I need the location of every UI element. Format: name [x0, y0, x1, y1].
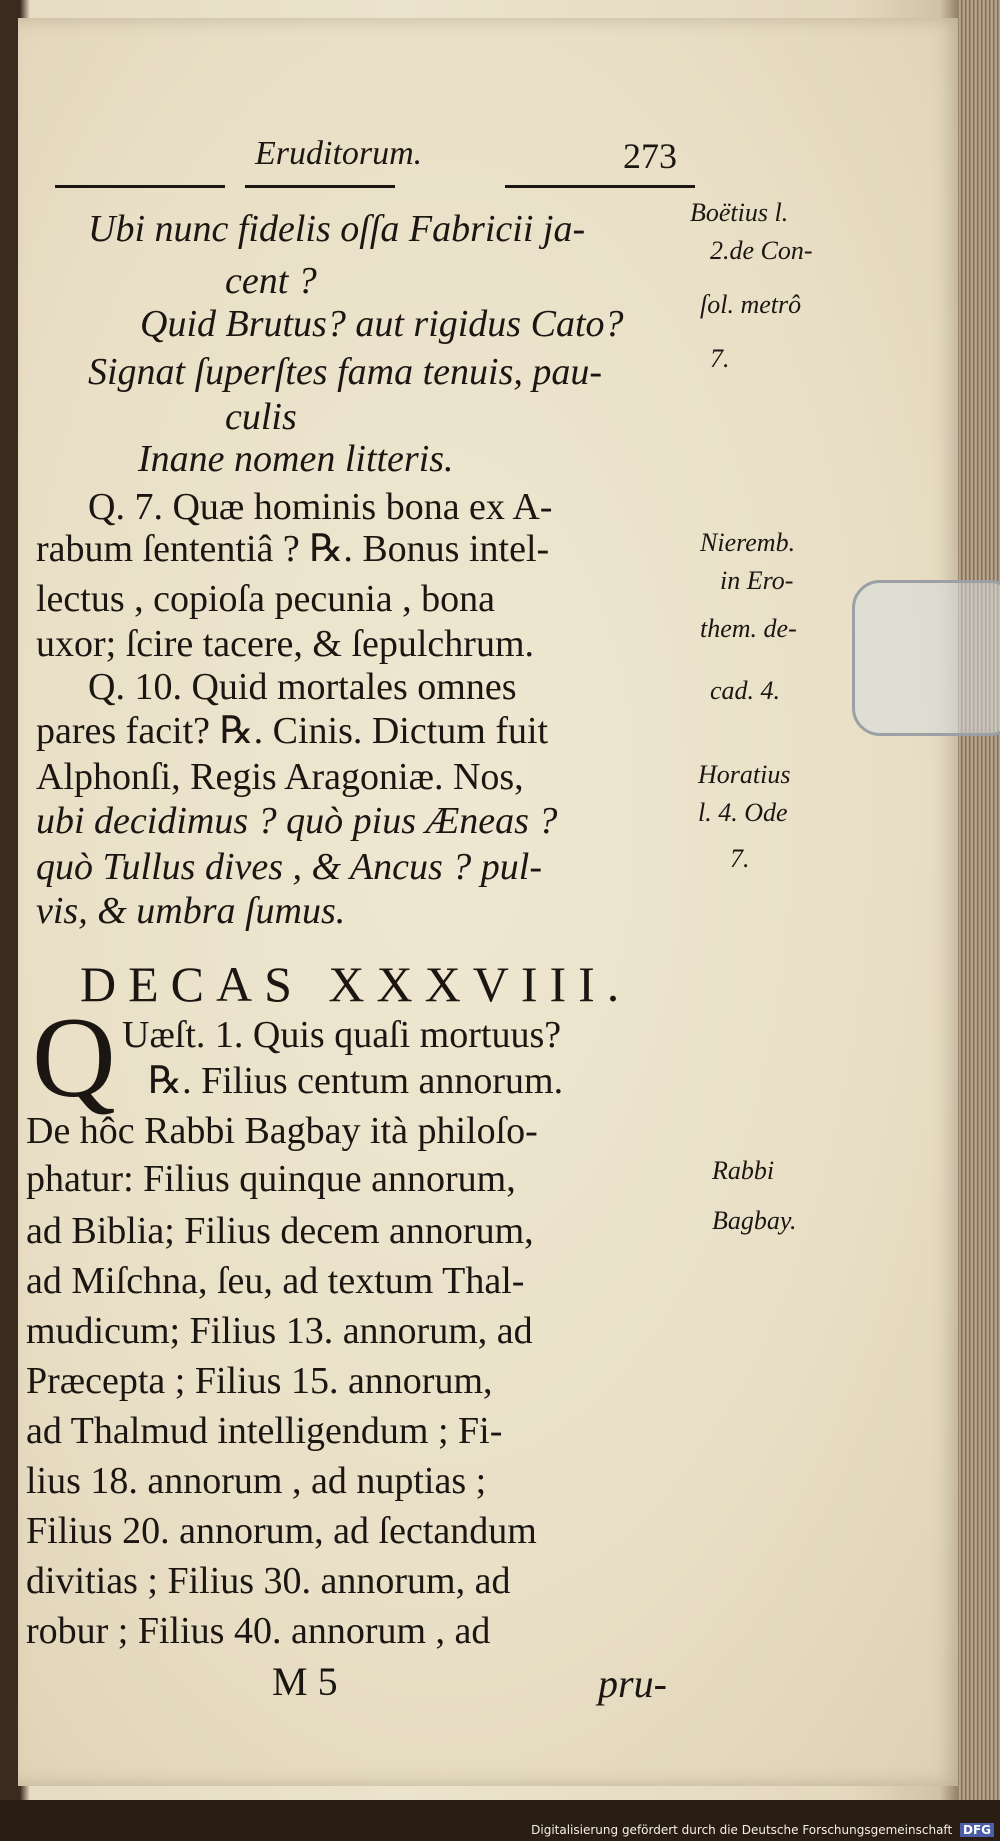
text-line: ad Miſchna, ſeu, ad textum Thal- — [26, 1260, 525, 1302]
margin-note: Horatius — [698, 760, 791, 789]
text-line: Q. 10. Quid mortales omnes — [88, 666, 517, 708]
text-line: Præcepta ; Filius 15. annorum, — [26, 1360, 493, 1402]
text-line: cent ? — [225, 260, 317, 302]
digitization-credit — [531, 1823, 994, 1837]
text-line: Uæſt. 1. Quis quaſi mortuus? — [122, 1014, 562, 1056]
text-line: ad Thalmud intelligendum ; Fi- — [26, 1410, 503, 1452]
text-line: Alphonſi, Regis Aragoniæ. Nos, — [36, 756, 524, 798]
margin-note: Boëtius l. — [690, 198, 789, 227]
margin-note: ſol. metrô — [700, 290, 802, 319]
text-line: Signat ſuperſtes fama tenuis, pau- — [88, 351, 603, 393]
margin-note: cad. 4. — [710, 676, 781, 705]
text-line: divitias ; Filius 30. annorum, ad — [26, 1560, 511, 1602]
text-line: lectus , copioſa pecunia , bona — [36, 578, 496, 620]
text-line: mudicum; Filius 13. annorum, ad — [26, 1310, 533, 1352]
margin-note: l. 4. Ode — [698, 798, 788, 827]
text-line: phatur: Filius quinque annorum, — [26, 1158, 516, 1200]
text-line: ubi decidimus ? quò pius Æneas ? — [36, 800, 558, 842]
text-line: quò Tullus dives , & Ancus ? pul- — [36, 846, 542, 888]
margin-note: them. de- — [700, 614, 797, 643]
dfg-logo: DFG — [960, 1823, 994, 1837]
text-line: uxor; ſcire tacere, & ſepulchrum. — [36, 623, 535, 665]
margin-note: Rabbi — [712, 1156, 775, 1185]
running-title: Eruditorum. — [255, 135, 423, 172]
text-line: lius 18. annorum , ad nuptias ; — [26, 1460, 487, 1502]
text-line: pares facit? ℞. Cinis. Dictum fuit — [36, 710, 549, 752]
text-line: De hôc Rabbi Bagbay ità philoſo- — [26, 1110, 538, 1152]
text-line: rabum ſententiâ ? ℞. Bonus intel- — [36, 528, 550, 570]
text-line: ad Biblia; Filius decem annorum, — [26, 1210, 534, 1252]
text-line: Ubi nunc fidelis oſſa Fabricii ja- — [88, 208, 586, 250]
margin-note: in Ero- — [720, 566, 794, 595]
credit-text: Digitalisierung gefördert durch die Deutsche Forschungsgemeinschaft — [531, 1823, 953, 1837]
text-line: ℞. Filius centum annorum. — [148, 1060, 564, 1102]
margin-note: 2.de Con- — [710, 236, 813, 265]
drop-cap: Q — [32, 994, 116, 1122]
text-line: Q. 7. Quæ hominis bona ex A- — [88, 486, 553, 528]
text-line: Quid Brutus? aut rigidus Cato? — [140, 303, 624, 345]
catchword: pru- — [598, 1661, 667, 1706]
section-heading: DECAS XXXVIII. — [80, 956, 632, 1012]
text-line: vis, & umbra ſumus. — [36, 890, 346, 932]
margin-note: 7. — [710, 344, 730, 373]
text-line: Inane nomen litteris. — [138, 438, 454, 480]
text-line: culis — [225, 396, 297, 438]
page-number: 273 — [623, 136, 677, 176]
signature-mark: M 5 — [272, 1659, 338, 1704]
text-line: Filius 20. annorum, ad ſectandum — [26, 1510, 537, 1552]
margin-note: Bagbay. — [712, 1206, 797, 1235]
text-line: robur ; Filius 40. annorum , ad — [26, 1610, 491, 1652]
margin-note: 7. — [730, 844, 750, 873]
margin-note: Nieremb. — [700, 528, 796, 557]
